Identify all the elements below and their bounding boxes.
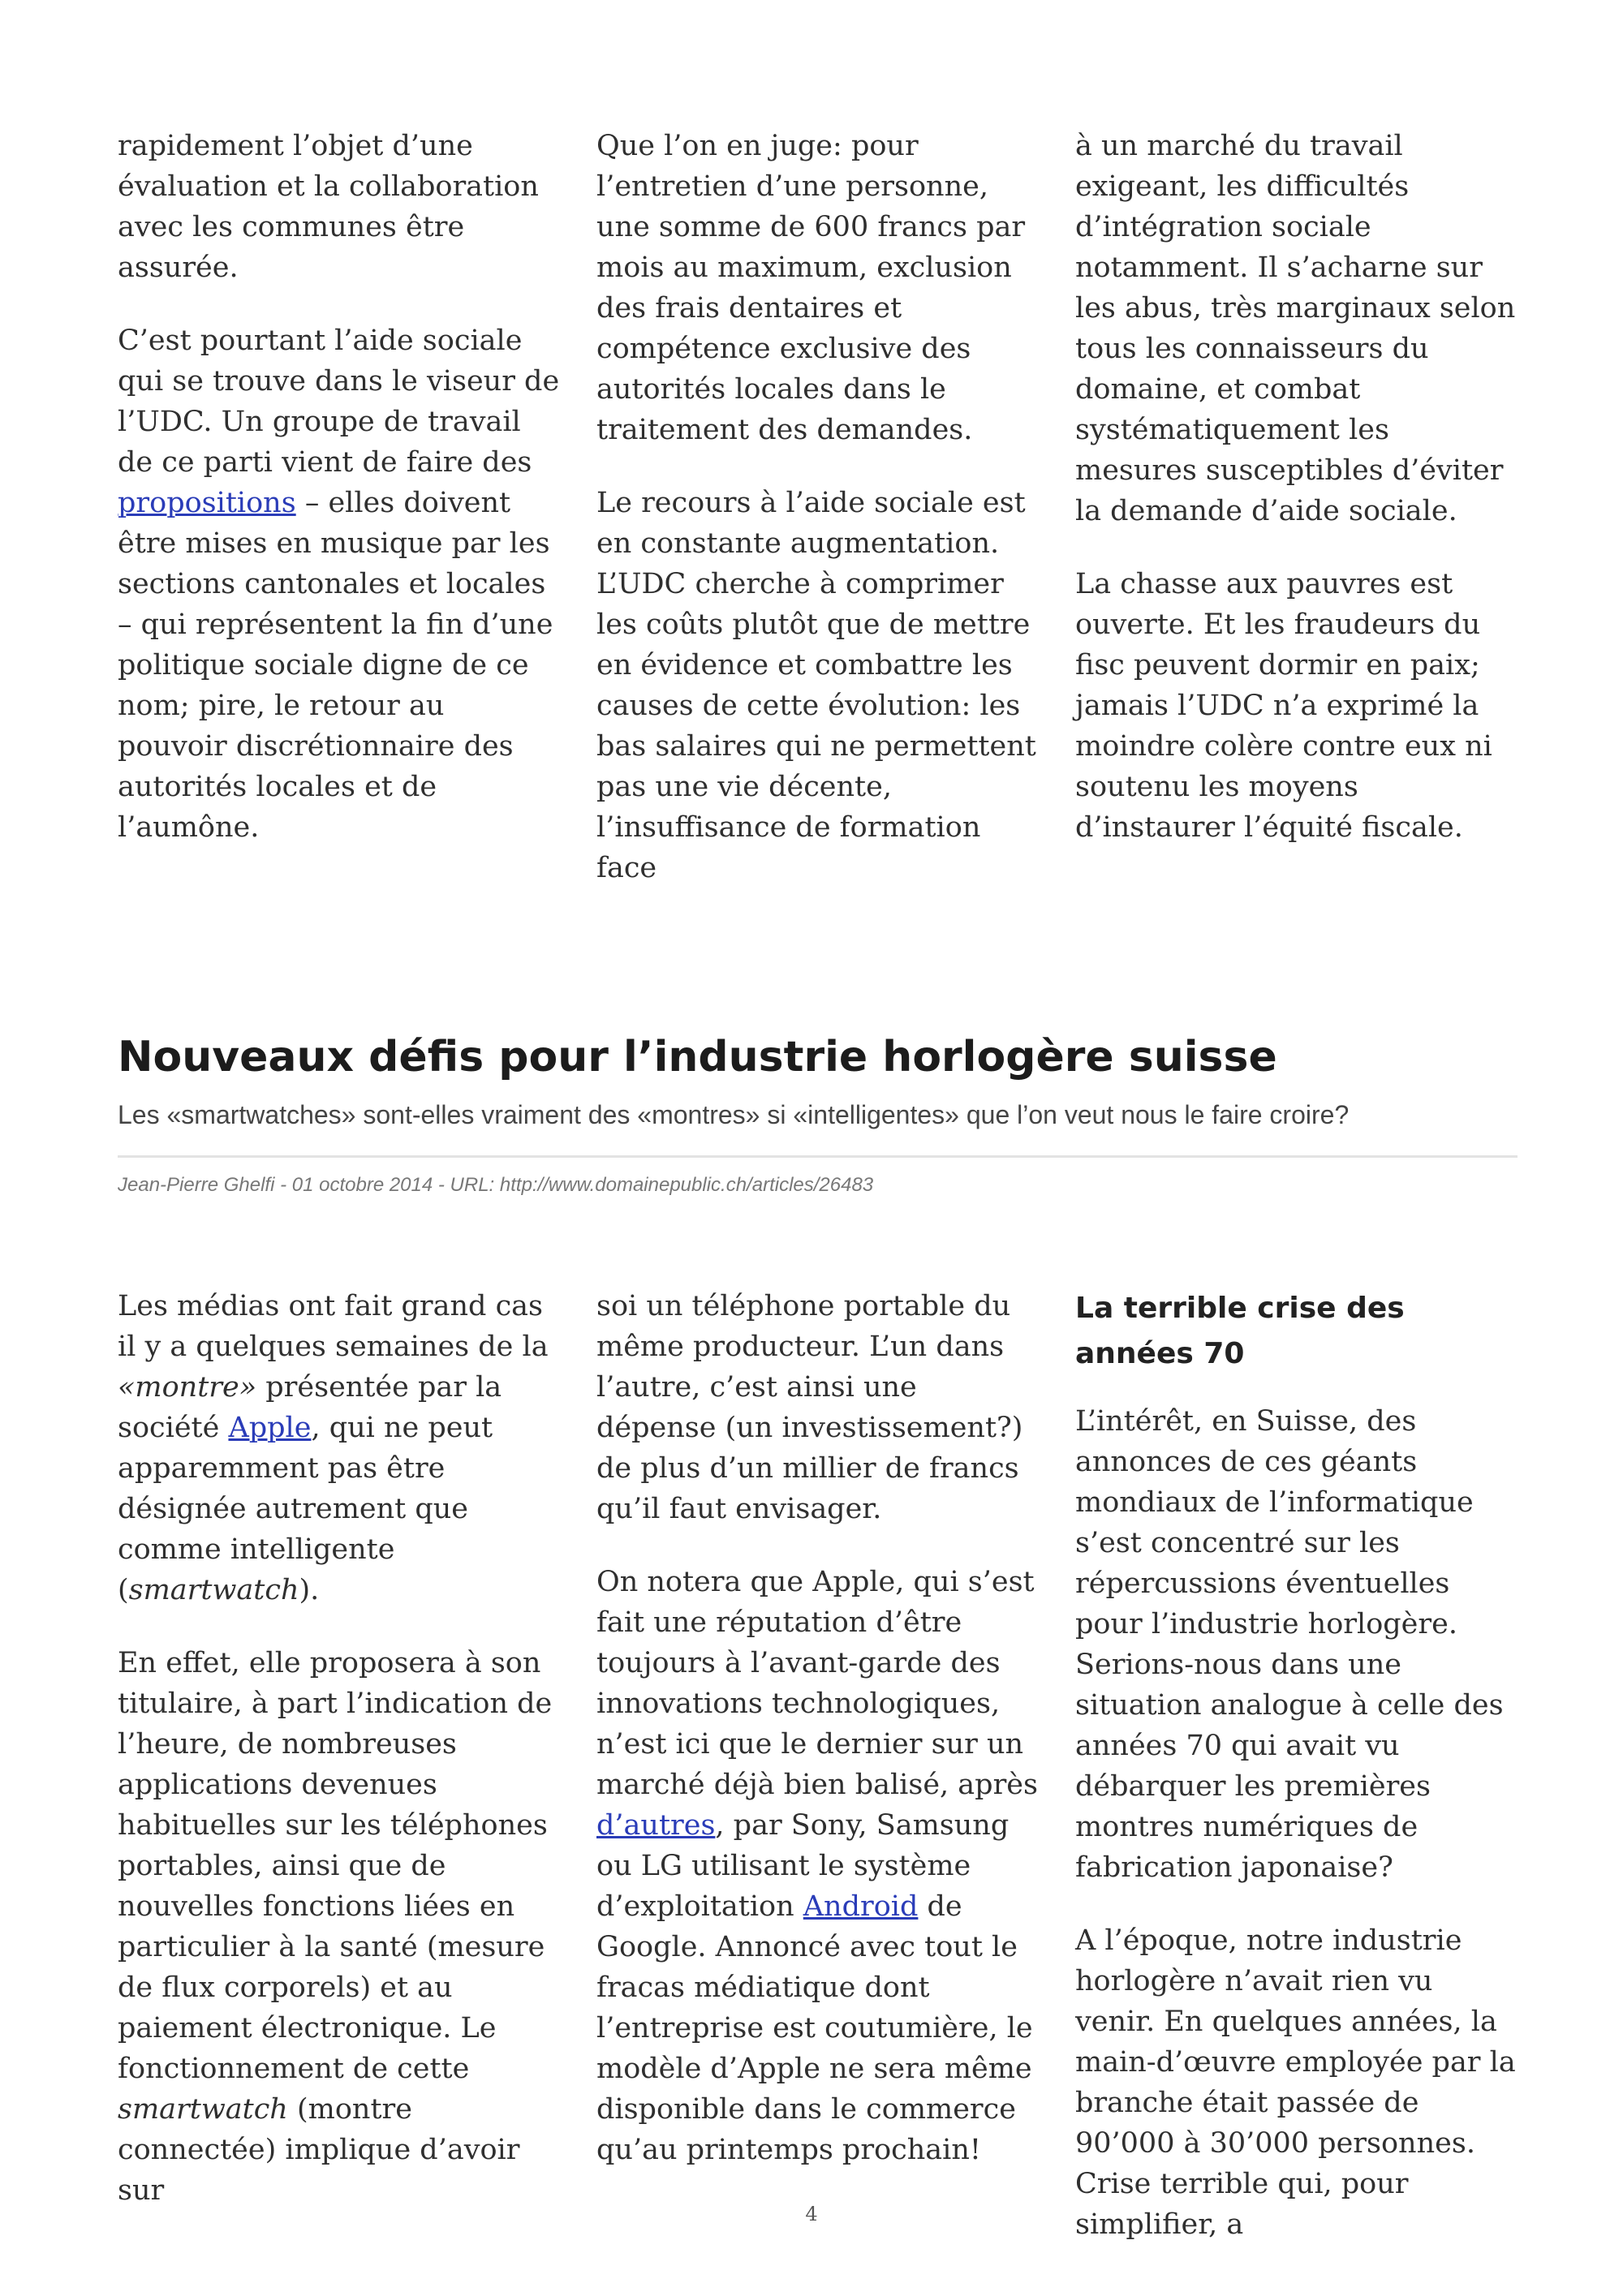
paragraph: rapidement l’objet d’une évaluation et la collaboration avec les communes être assurée. <box>118 130 539 284</box>
column-3 <box>1075 1286 1518 2245</box>
article-title: Nouveaux défis pour l’industrie horlogère suisse <box>118 1033 1277 1081</box>
paragraph: La chasse aux pauvres est ouverte. Et les fraudeurs du fisc peuvent dormir en paix; jamais l’UDC n’a exprimé la moindre colère contre eux ni soutenu les moyens d’instaurer l’équité fiscale. <box>1075 568 1492 844</box>
android-link[interactable]: Android <box>803 1890 919 1923</box>
article-columns <box>118 1286 1518 2245</box>
paragraph: à un marché du travail exigeant, les difficultés d’intégration sociale notamment. Il s’acharne sur les abus, très marginaux selon tous les connaisseurs du domaine, et combat systématiquement les mesures susceptibles d’éviter la demande d’aide sociale. <box>1075 130 1516 527</box>
column-2 <box>596 126 1039 888</box>
paragraph: L’intérêt, en Suisse, des annonces de ces géants mondiaux de l’informatique s’est concentré sur les répercussions éventuelles pour l’industrie horlogère. Serions-nous dans une situation analogue à celle des années 70 qui avait vu débarquer les premières montres numériques de fabrication japonaise? <box>1075 1405 1504 1884</box>
apple-link[interactable]: Apple <box>228 1412 312 1444</box>
paragraph: En effet, elle proposera à son titulaire, à part l’indication de l’heure, de nombreuses applications devenues habituelles sur les téléphones portables, ainsi que de nouvelles fonctions liées en particulier à la santé (mesure de flux corporels) et au paiement électronique. Le fonctionnement de cette smartwatch (montre connectée) implique d’avoir sur <box>118 1647 553 2207</box>
dautres-link[interactable]: d’autres <box>596 1809 716 1842</box>
page-number: 4 <box>805 2203 818 2225</box>
paragraph: soi un téléphone portable du même producteur. L’un dans l’autre, c’est ainsi une dépense (un investissement?) de plus d’un millier de francs qu’il faut envisager. <box>596 1290 1023 1525</box>
column-1 <box>118 1286 560 2245</box>
propositions-link[interactable]: propositions <box>118 487 296 519</box>
divider <box>118 1155 1518 1158</box>
paragraph: Les médias ont fait grand cas il y a quelques semaines de la «montre» présentée par la société Apple, qui ne peut apparemment pas être désignée autrement que comme intelligente (smartwatch). <box>118 1290 549 1606</box>
column-2 <box>596 1286 1039 2245</box>
paragraph: A l’époque, notre industrie horlogère n’avait rien vu venir. En quelques années, la main-d’œuvre employée par la branche était passée de 90’000 à 30’000 personnes. Crise terrible qui, pour simplifier, a <box>1075 1924 1516 2241</box>
column-1 <box>118 126 560 888</box>
section-heading: La terrible crise des années 70 <box>1075 1292 1405 1370</box>
previous-article-columns <box>118 126 1518 888</box>
column-3 <box>1075 126 1518 888</box>
paragraph: Que l’on en juge: pour l’entretien d’une personne, une somme de 600 francs par mois au maximum, exclusion des frais dentaires et compétence exclusive des autorités locales dans le traitement des demandes. <box>596 130 1026 446</box>
article-subtitle: Les «smartwatches» sont-elles vraiment des «montres» si «intelligentes» que l’on veut nous le faire croire? <box>118 1100 1350 1129</box>
paragraph: Le recours à l’aide sociale est en constante augmentation. L’UDC cherche à comprimer les coûts plutôt que de mettre en évidence et combattre les causes de cette évolution: les bas salaires qui ne permettent pas une vie décente, l’insuffisance de formation face <box>596 487 1036 884</box>
paragraph: C’est pourtant l’aide sociale qui se trouve dans le viseur de l’UDC. Un groupe de travail de ce parti vient de faire des propositions – elles doivent être mises en musique par les sections cantonales et locales – qui représentent la fin d’une politique sociale digne de ce nom; pire, le retour au pouvoir discrétionnaire des autorités locales et de l’aumône. <box>118 325 560 844</box>
article-header <box>118 1029 1518 1198</box>
article-meta: Jean-Pierre Ghelfi - 01 octobre 2014 - URL: http://www.domainepublic.ch/articles/26483 <box>118 1174 874 1196</box>
paragraph: On notera que Apple, qui s’est fait une réputation d’être toujours à l’avant-garde des innovations technologiques, n’est ici que le dernier sur un marché déjà bien balisé, après d’autres, par Sony, Samsung ou LG utilisant le système d’exploitation Android de Google. Annoncé avec tout le fracas médiatique dont l’entreprise est coutumière, le modèle d’Apple ne sera même disponible dans le commerce qu’au printemps prochain! <box>596 1566 1038 2166</box>
